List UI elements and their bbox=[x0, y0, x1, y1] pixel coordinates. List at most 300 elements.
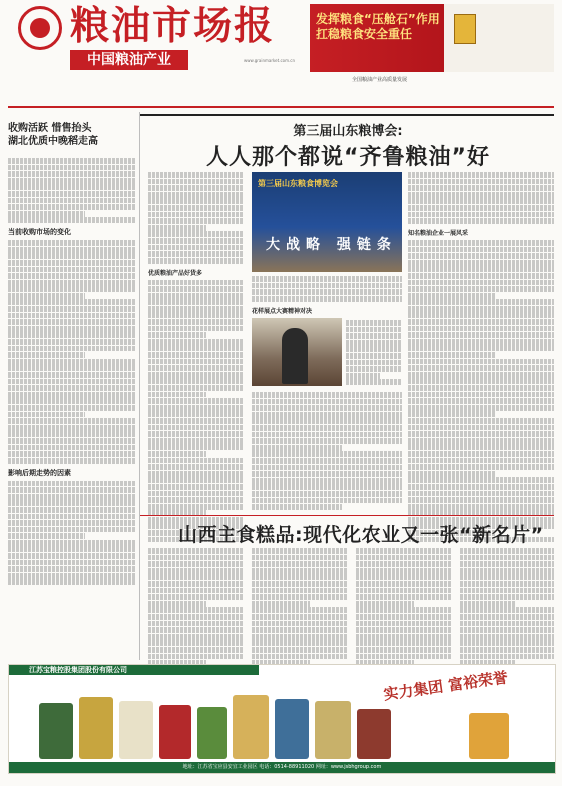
text-line bbox=[252, 621, 348, 627]
text-line bbox=[408, 280, 554, 286]
text-line bbox=[252, 634, 348, 640]
text-line bbox=[8, 500, 136, 506]
newspaper-url[interactable]: www.grainmarket.com.cn bbox=[244, 58, 296, 63]
text-line bbox=[8, 560, 136, 566]
text-line bbox=[148, 339, 244, 345]
main-article-col2b bbox=[346, 320, 402, 386]
text-line bbox=[356, 601, 414, 607]
text-line bbox=[8, 306, 136, 312]
second-article-headline: 山西主食糕品:现代化农业又一张“新名片” bbox=[178, 524, 544, 546]
second-article-col4-body bbox=[460, 548, 554, 666]
text-line bbox=[148, 359, 244, 365]
text-line bbox=[148, 568, 244, 574]
text-line bbox=[252, 574, 348, 580]
text-line bbox=[148, 451, 206, 457]
text-line bbox=[8, 293, 85, 299]
text-line bbox=[460, 561, 554, 567]
text-line bbox=[346, 333, 402, 339]
text-line bbox=[252, 561, 348, 567]
left-article-headline-line2: 湖北优质中晚稻走高 bbox=[8, 136, 98, 147]
text-line bbox=[408, 365, 554, 371]
text-line bbox=[148, 225, 206, 231]
text-line bbox=[408, 484, 554, 490]
text-line bbox=[408, 240, 554, 246]
text-line bbox=[252, 392, 402, 398]
text-line bbox=[460, 634, 554, 640]
text-line bbox=[148, 198, 244, 204]
text-line bbox=[408, 491, 554, 497]
text-line bbox=[148, 299, 244, 305]
header-rule bbox=[8, 106, 554, 108]
text-line bbox=[148, 594, 244, 600]
text-line bbox=[460, 548, 554, 554]
text-line bbox=[148, 458, 244, 464]
text-line bbox=[8, 405, 136, 411]
person-figure bbox=[282, 328, 308, 384]
text-line bbox=[408, 218, 554, 224]
text-line bbox=[356, 574, 452, 580]
text-line bbox=[356, 548, 452, 554]
text-line bbox=[148, 286, 244, 292]
main-article-kicker: 第三届山东粮博会: bbox=[293, 124, 403, 139]
text-line bbox=[408, 205, 554, 211]
text-line bbox=[408, 260, 554, 266]
top-ad-slogan-line2: 扛稳粮食安全重任 bbox=[316, 27, 413, 41]
text-line bbox=[8, 527, 136, 533]
text-line bbox=[8, 392, 136, 398]
text-line bbox=[148, 607, 244, 613]
text-line bbox=[8, 431, 136, 437]
text-line bbox=[148, 444, 244, 450]
text-line bbox=[408, 418, 554, 424]
newspaper-seal-logo bbox=[18, 6, 62, 50]
text-line bbox=[148, 581, 244, 587]
second-article-rule bbox=[140, 515, 554, 516]
text-line bbox=[148, 352, 244, 358]
text-line bbox=[8, 217, 136, 223]
text-line bbox=[408, 504, 554, 510]
main-section2-head: 花样展点大赛精神对决 bbox=[252, 307, 313, 315]
text-line bbox=[8, 438, 136, 444]
text-line bbox=[356, 561, 452, 567]
rice-bag-icon bbox=[119, 701, 153, 759]
text-line bbox=[356, 647, 452, 653]
text-line bbox=[148, 654, 244, 660]
text-line bbox=[346, 340, 402, 346]
text-line bbox=[148, 574, 244, 580]
text-line bbox=[148, 345, 244, 351]
text-line bbox=[8, 481, 136, 487]
text-line bbox=[148, 555, 244, 561]
text-line bbox=[8, 359, 136, 365]
text-line bbox=[460, 594, 554, 600]
main-article-col1 bbox=[148, 172, 244, 543]
second-article-col4 bbox=[460, 548, 554, 667]
product-box-icon bbox=[454, 14, 476, 44]
text-line bbox=[408, 477, 554, 483]
text-line bbox=[408, 266, 554, 272]
text-line bbox=[346, 320, 402, 326]
text-line bbox=[408, 198, 554, 204]
expo-photo-banner: 第三届山东粮食博览会 bbox=[258, 179, 338, 188]
text-line bbox=[8, 346, 136, 352]
left-article-section2-head: 影响后期走势的因素 bbox=[8, 468, 71, 477]
text-line bbox=[460, 581, 554, 587]
rice-bag-icon bbox=[275, 699, 309, 759]
text-line bbox=[148, 614, 244, 620]
main-article-col2 bbox=[252, 276, 402, 318]
text-line bbox=[252, 471, 402, 477]
text-line bbox=[148, 392, 206, 398]
text-line bbox=[148, 497, 244, 503]
text-line bbox=[148, 293, 244, 299]
text-line bbox=[8, 514, 136, 520]
text-line bbox=[148, 319, 244, 325]
text-line bbox=[8, 184, 136, 190]
text-line bbox=[148, 365, 244, 371]
main-article-col2c-body bbox=[252, 392, 402, 510]
bottom-ad-footer: 地址：江苏省宝应县安宜工业园区 电话：0514-88911020 网址：www.jsbhgroup.com bbox=[9, 762, 555, 773]
second-article-col1-body bbox=[148, 548, 244, 666]
text-line bbox=[8, 247, 136, 253]
text-line bbox=[460, 621, 554, 627]
text-line bbox=[356, 555, 452, 561]
text-line bbox=[148, 627, 244, 633]
rice-bag-icon bbox=[469, 713, 509, 759]
text-line bbox=[408, 431, 554, 437]
text-line bbox=[8, 451, 136, 457]
text-line bbox=[408, 392, 554, 398]
text-line bbox=[148, 280, 244, 286]
rice-bag-icon bbox=[233, 695, 269, 759]
text-line bbox=[252, 412, 402, 418]
text-line bbox=[252, 445, 342, 451]
text-line bbox=[356, 614, 452, 620]
column-divider bbox=[139, 112, 140, 660]
text-line bbox=[346, 360, 402, 366]
text-line bbox=[148, 491, 244, 497]
text-line bbox=[408, 359, 554, 365]
text-line bbox=[148, 484, 244, 490]
left-article-headline-line1: 收购活跃 惜售抬头 bbox=[8, 123, 92, 134]
text-line bbox=[148, 251, 244, 257]
main-article-col3 bbox=[408, 172, 554, 543]
text-line bbox=[148, 621, 244, 627]
text-line bbox=[148, 601, 206, 607]
second-article-col2-body bbox=[252, 548, 348, 666]
text-line bbox=[148, 588, 244, 594]
top-ad-caption: 全国粮油产业高质量发展 bbox=[352, 77, 408, 83]
text-line bbox=[460, 568, 554, 574]
text-line bbox=[148, 418, 244, 424]
text-line bbox=[252, 581, 348, 587]
text-line bbox=[252, 627, 348, 633]
text-line bbox=[8, 171, 136, 177]
text-line bbox=[148, 192, 244, 198]
text-line bbox=[8, 286, 136, 292]
main-article-col2b-body bbox=[346, 320, 402, 385]
text-line bbox=[252, 425, 402, 431]
text-line bbox=[252, 607, 348, 613]
top-advertisement[interactable] bbox=[310, 4, 554, 72]
left-article-body bbox=[8, 158, 136, 223]
text-line bbox=[252, 555, 348, 561]
main-article-col3-body-b bbox=[408, 240, 554, 543]
text-line bbox=[346, 373, 380, 379]
text-line bbox=[8, 507, 136, 513]
text-line bbox=[8, 573, 136, 579]
text-line bbox=[148, 411, 244, 417]
text-line bbox=[252, 548, 348, 554]
text-line bbox=[252, 296, 402, 302]
rice-bag-icon bbox=[197, 707, 227, 759]
text-line bbox=[148, 477, 244, 483]
text-line bbox=[148, 179, 244, 185]
rice-bag-icon bbox=[79, 697, 113, 759]
text-line bbox=[148, 504, 244, 510]
text-line bbox=[356, 568, 452, 574]
text-line bbox=[408, 497, 554, 503]
text-line bbox=[346, 327, 402, 333]
text-line bbox=[408, 299, 554, 305]
text-line bbox=[8, 313, 136, 319]
text-line bbox=[408, 345, 554, 351]
text-line bbox=[8, 385, 136, 391]
text-line bbox=[356, 588, 452, 594]
text-line bbox=[408, 247, 554, 253]
text-line bbox=[252, 568, 348, 574]
rice-bag-icon bbox=[357, 709, 391, 759]
text-line bbox=[8, 540, 136, 546]
text-line bbox=[252, 478, 402, 484]
text-line bbox=[8, 412, 85, 418]
text-line bbox=[148, 212, 244, 218]
text-line bbox=[252, 289, 402, 295]
text-line bbox=[148, 634, 244, 640]
text-line bbox=[8, 398, 136, 404]
text-line bbox=[252, 594, 348, 600]
text-line bbox=[408, 332, 554, 338]
text-line bbox=[8, 352, 85, 358]
bottom-advertisement[interactable] bbox=[8, 664, 556, 774]
text-line bbox=[8, 379, 136, 385]
text-line bbox=[148, 647, 244, 653]
text-line bbox=[356, 607, 452, 613]
bottom-ad-slogan: 实力集团 富裕荣誉 bbox=[382, 668, 509, 704]
text-line bbox=[8, 165, 136, 171]
text-line bbox=[346, 366, 402, 372]
text-line bbox=[252, 418, 402, 424]
text-line bbox=[148, 218, 244, 224]
text-line bbox=[252, 399, 402, 405]
text-line bbox=[148, 245, 244, 251]
text-line bbox=[8, 240, 136, 246]
text-line bbox=[8, 579, 136, 585]
text-line bbox=[148, 326, 244, 332]
text-line bbox=[460, 588, 554, 594]
text-line bbox=[460, 555, 554, 561]
rice-bag-icon bbox=[39, 703, 73, 759]
text-line bbox=[252, 504, 342, 510]
text-line bbox=[408, 411, 496, 417]
text-line bbox=[356, 634, 452, 640]
text-line bbox=[252, 614, 348, 620]
newspaper-title: 粮油市场报 bbox=[70, 3, 276, 49]
text-line bbox=[252, 465, 402, 471]
text-line bbox=[8, 299, 136, 305]
expo-photo bbox=[252, 172, 402, 272]
text-line bbox=[148, 312, 244, 318]
text-line bbox=[408, 398, 554, 404]
text-line bbox=[408, 312, 554, 318]
text-line bbox=[408, 212, 554, 218]
text-line bbox=[460, 647, 554, 653]
text-line bbox=[8, 191, 136, 197]
expo-photo-slogan: 大战略 强链条 bbox=[266, 237, 397, 253]
text-line bbox=[346, 346, 402, 352]
text-line bbox=[408, 352, 496, 358]
text-line bbox=[252, 484, 402, 490]
main-article-col1-body bbox=[148, 172, 244, 264]
text-line bbox=[252, 432, 402, 438]
text-line bbox=[252, 276, 402, 282]
text-line bbox=[148, 205, 244, 211]
text-line bbox=[8, 198, 136, 204]
main-article-col3-body bbox=[408, 172, 554, 224]
text-line bbox=[8, 365, 136, 371]
text-line bbox=[252, 438, 402, 444]
text-line bbox=[356, 581, 452, 587]
text-line bbox=[8, 260, 136, 266]
text-line bbox=[8, 267, 136, 273]
text-line bbox=[8, 553, 136, 559]
main-article-rule bbox=[140, 114, 554, 116]
text-line bbox=[8, 520, 136, 526]
text-line bbox=[408, 172, 554, 178]
text-line bbox=[408, 471, 496, 477]
text-line bbox=[8, 280, 136, 286]
text-line bbox=[408, 372, 554, 378]
text-line bbox=[408, 458, 554, 464]
text-line bbox=[408, 253, 554, 259]
text-line bbox=[460, 614, 554, 620]
text-line bbox=[148, 332, 206, 338]
text-line bbox=[148, 306, 244, 312]
text-line bbox=[8, 546, 136, 552]
text-line bbox=[252, 451, 402, 457]
text-line bbox=[148, 471, 244, 477]
text-line bbox=[148, 640, 244, 646]
text-line bbox=[408, 444, 554, 450]
text-line bbox=[8, 339, 136, 345]
text-line bbox=[8, 533, 85, 539]
text-line bbox=[356, 621, 452, 627]
text-line bbox=[252, 588, 348, 594]
left-article-section1-head: 当前收购市场的变化 bbox=[8, 228, 71, 237]
main-article-col2c bbox=[252, 392, 402, 511]
text-line bbox=[148, 258, 244, 264]
main-section1-head: 优质粮油产品好货多 bbox=[148, 269, 203, 277]
rice-bag-icon bbox=[315, 701, 351, 759]
text-line bbox=[460, 627, 554, 633]
text-line bbox=[148, 464, 244, 470]
left-article-body-3 bbox=[8, 481, 136, 586]
text-line bbox=[408, 405, 554, 411]
second-article-col1 bbox=[148, 548, 244, 667]
text-line bbox=[148, 172, 244, 178]
text-line bbox=[8, 418, 136, 424]
text-line bbox=[8, 319, 136, 325]
text-line bbox=[148, 378, 244, 384]
text-line bbox=[148, 372, 244, 378]
text-line bbox=[346, 379, 402, 385]
text-line bbox=[148, 548, 244, 554]
text-line bbox=[408, 286, 554, 292]
text-line bbox=[460, 601, 516, 607]
text-line bbox=[8, 178, 136, 184]
text-line bbox=[148, 385, 244, 391]
text-line bbox=[148, 431, 244, 437]
text-line bbox=[8, 372, 136, 378]
text-line bbox=[148, 438, 244, 444]
newspaper-subtitle: 中国粮油产业 bbox=[70, 50, 188, 70]
text-line bbox=[252, 654, 348, 660]
text-line bbox=[148, 231, 244, 237]
second-article-col2 bbox=[252, 548, 348, 667]
text-line bbox=[356, 627, 452, 633]
text-line bbox=[252, 498, 402, 504]
text-line bbox=[252, 283, 402, 289]
bottom-ad-company: 江苏宝粮控股集团股份有限公司 bbox=[29, 666, 127, 674]
text-line bbox=[356, 594, 452, 600]
text-line bbox=[408, 425, 554, 431]
main-section3-head: 知名粮油企业一展风采 bbox=[408, 229, 469, 237]
text-line bbox=[408, 293, 496, 299]
text-line bbox=[148, 425, 244, 431]
left-article bbox=[8, 122, 136, 586]
text-line bbox=[8, 332, 136, 338]
text-line bbox=[8, 566, 136, 572]
text-line bbox=[346, 353, 402, 359]
text-line bbox=[148, 185, 244, 191]
text-line bbox=[252, 405, 402, 411]
text-line bbox=[252, 647, 348, 653]
text-line bbox=[8, 487, 136, 493]
text-line bbox=[408, 464, 554, 470]
text-line bbox=[148, 398, 244, 404]
text-line bbox=[252, 491, 402, 497]
text-line bbox=[408, 326, 554, 332]
text-line bbox=[356, 654, 452, 660]
text-line bbox=[252, 640, 348, 646]
main-article-headline: 人人那个都说“齐鲁粮油”好 bbox=[206, 145, 490, 170]
text-line bbox=[460, 654, 554, 660]
text-line bbox=[408, 339, 554, 345]
text-line bbox=[408, 385, 554, 391]
text-line bbox=[8, 425, 136, 431]
text-line bbox=[408, 451, 554, 457]
text-line bbox=[408, 273, 554, 279]
second-article-col3 bbox=[356, 548, 452, 667]
text-line bbox=[408, 438, 554, 444]
text-line bbox=[252, 601, 310, 607]
text-line bbox=[148, 561, 244, 567]
text-line bbox=[408, 378, 554, 384]
left-article-body-2 bbox=[8, 240, 136, 463]
rice-bag-icon bbox=[159, 705, 191, 759]
exhibitor-photo bbox=[252, 318, 342, 386]
text-line bbox=[8, 211, 85, 217]
